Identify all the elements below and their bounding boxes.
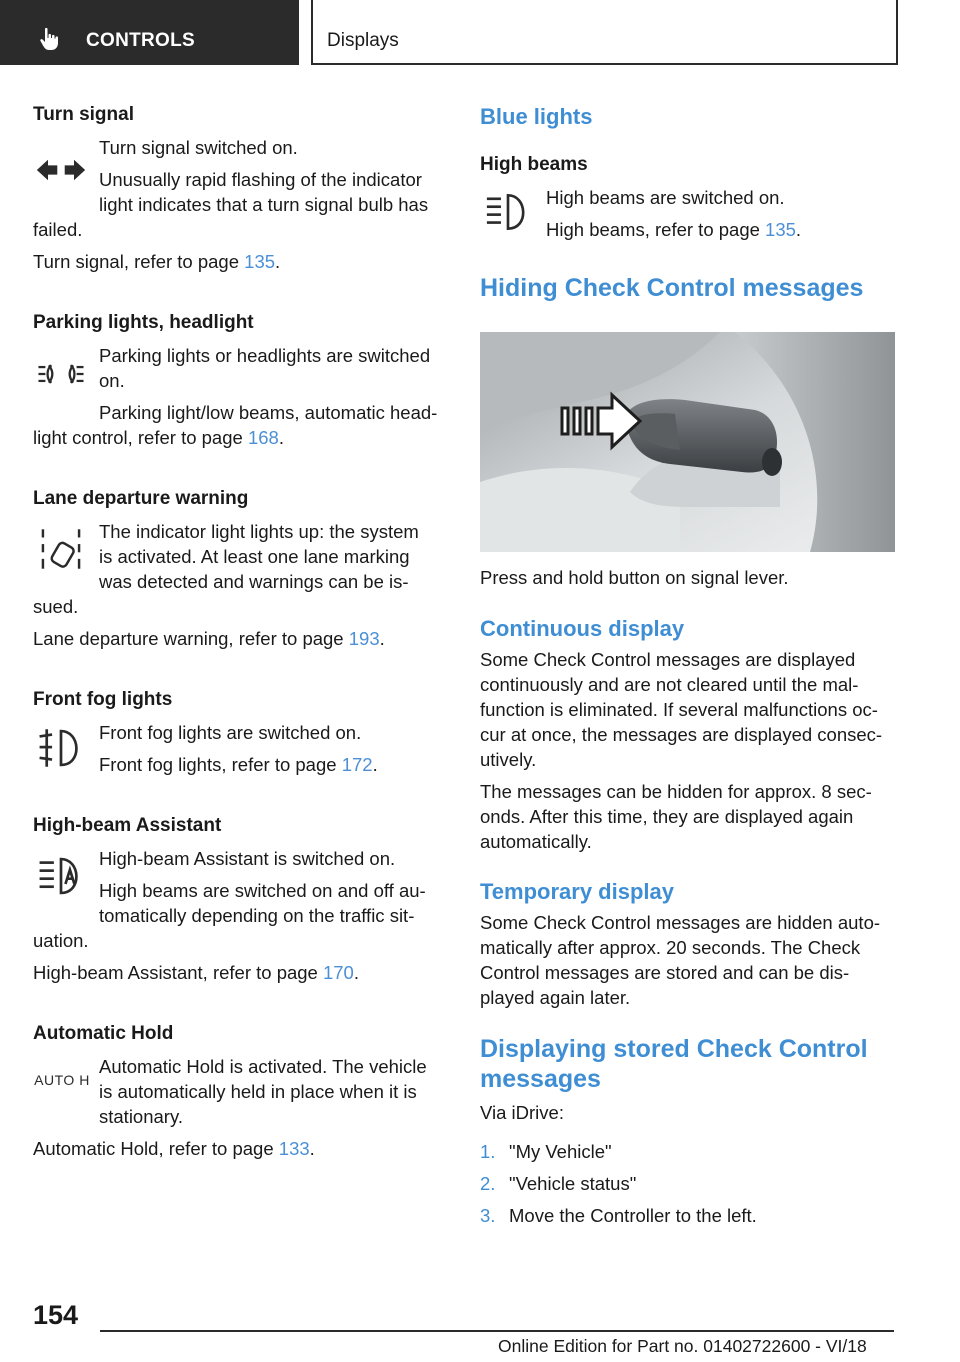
high-beams-entry <box>480 153 896 242</box>
high-beam-assistant-heading: High-beam Assistant <box>33 815 222 836</box>
autohold-ref: Automatic Hold, refer to page 133. <box>33 1138 315 1159</box>
page-link-172[interactable]: 172 <box>341 754 373 775</box>
hiding-check-control-heading: Hiding Check Control messages <box>480 274 864 302</box>
turn-signal-heading: Turn signal <box>33 104 134 125</box>
step-number: 1. <box>480 1141 496 1162</box>
auto-hold-icon <box>33 1068 91 1092</box>
continuous-text-2a: The messages can be hidden for approx. 8 sec‐ <box>480 781 872 802</box>
turn-signal-text-1: Turn signal switched on. <box>99 137 298 158</box>
turn-signal-ref: Turn signal, refer to page 135. <box>33 251 281 272</box>
displaying-stored-heading-line1: Displaying stored Check Control <box>480 1035 868 1063</box>
chapter-title: Displays <box>327 30 399 51</box>
automatic-hold-entry <box>33 1022 445 1161</box>
page-link-133[interactable]: 133 <box>278 1138 310 1159</box>
page-link-193[interactable]: 193 <box>348 628 380 649</box>
displaying-stored-heading <box>480 1034 896 1094</box>
steps-list <box>480 1139 896 1228</box>
lane-text-1d: sued. <box>33 596 79 617</box>
autohold-text-1b: is automatically held in place when it is <box>99 1081 417 1102</box>
left-column <box>33 103 445 1161</box>
front-fog-entry <box>33 688 445 777</box>
footer-divider <box>100 1330 894 1332</box>
parking-text-1b: on. <box>99 370 125 391</box>
page-link-170[interactable]: 170 <box>322 962 354 983</box>
hba-text-2c: uation. <box>33 930 89 951</box>
section-tab <box>0 0 299 65</box>
auto-hold-icon-label: AUTO H <box>34 1072 90 1088</box>
temporary-text-1c: Control messages are stored and can be dis‐ <box>480 962 850 983</box>
turn-signal-text-2c: failed. <box>33 219 83 240</box>
chapter-header <box>311 0 898 65</box>
continuous-text-1c: function is eliminated. If several malfunctions oc‐ <box>480 699 878 720</box>
page-number: 154 <box>33 1300 79 1330</box>
temporary-text-1d: played again later. <box>480 987 631 1008</box>
continuous-text-1d: cur at once, the messages are displayed consec‐ <box>480 724 883 745</box>
continuous-text-2b: onds. After this time, they are displayed again <box>480 806 854 827</box>
lane-text-1a: The indicator light lights up: the system <box>99 521 419 542</box>
temporary-display-heading: Temporary display <box>480 879 674 904</box>
page-link-168[interactable]: 168 <box>247 427 279 448</box>
hba-text-2a: High beams are switched on and off au‐ <box>99 880 426 901</box>
parking-lights-entry <box>33 311 445 450</box>
continuous-display-heading: Continuous display <box>480 616 685 641</box>
page-link-135[interactable]: 135 <box>244 251 276 272</box>
lane-departure-icon <box>33 521 89 577</box>
page-link-135-high-beams[interactable]: 135 <box>765 219 796 240</box>
front-fog-heading: Front fog lights <box>33 689 173 710</box>
step-number: 3. <box>480 1205 496 1226</box>
lane-text-1b: is activated. At least one lane marking <box>99 546 410 567</box>
lane-ref: Lane departure warning, refer to page 193. <box>33 628 385 649</box>
temporary-text-1a: Some Check Control messages are hidden auto‐ <box>480 912 881 933</box>
hand-pointer-icon <box>38 26 64 52</box>
step-item <box>480 1171 896 1196</box>
lane-text-1c: was detected and warnings can be is‐ <box>99 571 409 592</box>
fog-ref: Front fog lights, refer to page 172. <box>99 754 378 775</box>
step-text: "My Vehicle" <box>509 1141 612 1162</box>
via-idrive-text: Via iDrive: <box>480 1102 564 1123</box>
hba-text-2b: tomatically depending on the traffic sit‐ <box>99 905 415 926</box>
turn-signal-icon <box>33 147 89 193</box>
lane-departure-entry <box>33 487 445 651</box>
step-number: 2. <box>480 1173 496 1194</box>
step-item <box>480 1139 896 1164</box>
fog-text-1: Front fog lights are switched on. <box>99 722 362 743</box>
continuous-text-1e: utively. <box>480 749 537 770</box>
automatic-hold-heading: Automatic Hold <box>33 1023 174 1044</box>
parking-text-2a: Parking light/low beams, automatic head‐ <box>99 402 438 423</box>
high-beam-assistant-icon <box>33 848 89 904</box>
temporary-text-1b: matically after approx. 20 seconds. The Check <box>480 937 861 958</box>
blue-lights-heading: Blue lights <box>480 104 593 129</box>
front-fog-lights-icon <box>33 720 89 776</box>
hba-ref: High-beam Assistant, refer to page 170. <box>33 962 359 983</box>
signal-lever-illustration <box>480 332 895 552</box>
turn-signal-text-2a: Unusually rapid flashing of the indicator <box>99 169 422 190</box>
autohold-text-1a: Automatic Hold is activated. The vehicle <box>99 1056 427 1077</box>
step-item <box>480 1203 896 1228</box>
right-column <box>480 103 896 1235</box>
turn-signal-entry <box>33 103 445 274</box>
parking-text-1a: Parking lights or headlights are switched <box>99 345 431 366</box>
high-beams-heading: High beams <box>480 154 588 175</box>
continuous-text-1a: Some Check Control messages are displayed <box>480 649 856 670</box>
photo-caption: Press and hold button on signal lever. <box>480 567 789 588</box>
parking-lights-heading: Parking lights, headlight <box>33 312 254 333</box>
lane-departure-heading: Lane departure warning <box>33 488 249 509</box>
continuous-text-1b: continuously and are not cleared until the mal‐ <box>480 674 859 695</box>
displaying-stored-heading-line2: messages <box>480 1065 601 1093</box>
high-beams-icon <box>480 189 536 235</box>
autohold-text-1c: stationary. <box>99 1106 183 1127</box>
turn-signal-text-2b: light indicates that a turn signal bulb has <box>99 194 429 215</box>
continuous-text-2c: automatically. <box>480 831 592 852</box>
parking-lights-icon <box>33 351 89 397</box>
hba-text-1: High-beam Assistant is switched on. <box>99 848 396 869</box>
parking-ref: light control, refer to page 168. <box>33 427 284 448</box>
high-beams-ref: High beams, refer to page 135. <box>546 219 802 240</box>
step-text: "Vehicle status" <box>509 1173 637 1194</box>
edition-footer: Online Edition for Part no. 01402722600 - VI/18 <box>498 1336 867 1356</box>
step-text: Move the Controller to the left. <box>509 1205 757 1226</box>
high-beams-text-1: High beams are switched on. <box>546 187 785 208</box>
section-title: CONTROLS <box>86 30 196 51</box>
high-beam-assistant-entry <box>33 814 445 985</box>
